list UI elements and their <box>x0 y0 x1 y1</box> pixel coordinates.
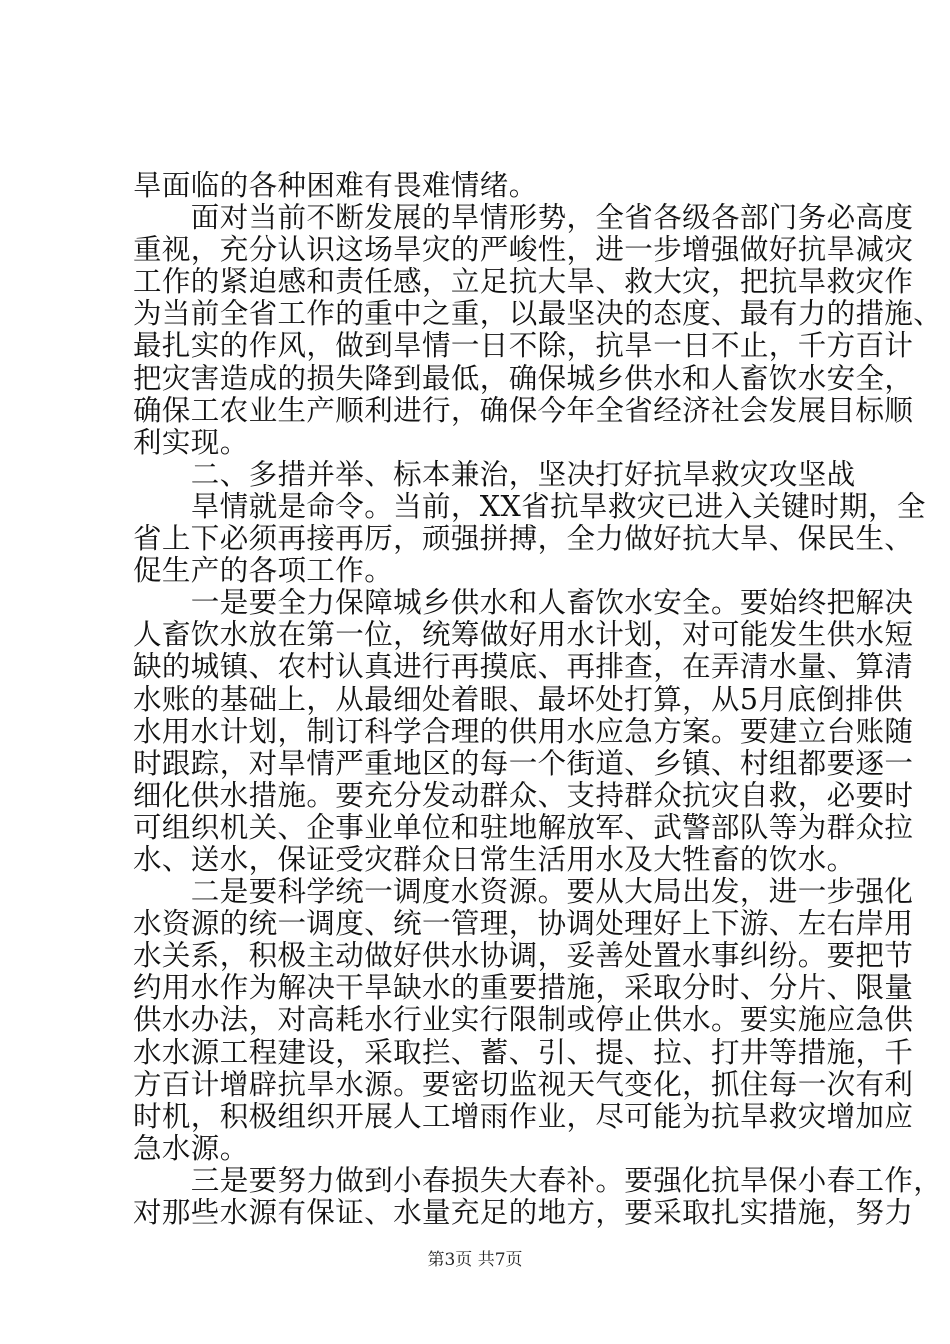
text-line: 一是要全力保障城乡供水和人畜饮水安全。要始终把解决 <box>133 586 914 620</box>
text-line: 把灾害造成的损失降到最低，确保城乡供水和人畜饮水安全， <box>133 361 914 395</box>
text-line: 水资源的统一调度、统一管理，协调处理好上下游、左右岸用 <box>133 907 914 941</box>
text-line: 工作的紧迫感和责任感，立足抗大旱、救大灾，把抗旱救灾作 <box>133 265 914 299</box>
text-line: 三是要努力做到小春损失大春补。要强化抗旱保小春工作， <box>133 1163 943 1197</box>
text-line: 时机，积极组织开展人工增雨作业，尽可能为抗旱救灾增加应 <box>133 1099 914 1133</box>
text-line: 方百计增辟抗旱水源。要密切监视天气变化，抓住每一次有利 <box>133 1067 914 1101</box>
text-line: 人畜饮水放在第一位，统筹做好用水计划，对可能发生供水短 <box>133 618 914 652</box>
page-number-footer: 第3页 共7页 <box>427 1250 523 1270</box>
text-line: 为当前全省工作的重中之重，以最坚决的态度、最有力的措施、 <box>133 297 943 331</box>
text-line: 确保工农业生产顺利进行，确保今年全省经济社会发展目标顺 <box>133 393 914 427</box>
text-line: 细化供水措施。要充分发动群众、支持群众抗灾自救，必要时 <box>133 778 914 812</box>
text-line: 约用水作为解决干旱缺水的重要措施，采取分时、分片、限量 <box>133 971 914 1005</box>
text-line: 供水办法，对高耗水行业实行限制或停止供水。要实施应急供 <box>133 1003 914 1037</box>
text-line: 二是要科学统一调度水资源。要从大局出发，进一步强化 <box>133 875 914 909</box>
text-line: 最扎实的作风，做到旱情一日不除，抗旱一日不止，千方百计 <box>133 329 914 363</box>
text-line: 对那些水源有保证、水量充足的地方，要采取扎实措施，努力 <box>133 1196 914 1229</box>
text-line: 旱面临的各种困难有畏难情绪。 <box>133 169 538 202</box>
text-line: 水、送水，保证受灾群众日常生活用水及大牲畜的饮水。 <box>133 842 856 876</box>
text-line: 促生产的各项工作。 <box>133 554 394 588</box>
text-line: 时跟踪，对旱情严重地区的每一个街道、乡镇、村组都要逐一 <box>133 746 914 780</box>
text-line: 水账的基础上，从最细处着眼、最坏处打算，从5月底倒排供 <box>133 682 903 716</box>
text-line: 缺的城镇、农村认真进行再摸底、再排查，在弄清水量、算清 <box>133 650 914 684</box>
text-line: 旱情就是命令。当前，XX省抗旱救灾已进入关键时期，全 <box>133 489 926 523</box>
text-line: 水用水计划，制订科学合理的供用水应急方案。要建立台账随 <box>133 714 914 748</box>
text-line: 水水源工程建设，采取拦、蓄、引、提、拉、打井等措施，千 <box>133 1035 914 1069</box>
text-line: 利实现。 <box>133 425 249 459</box>
text-line: 重视，充分认识这场旱灾的严峻性，进一步增强做好抗旱减灾 <box>133 233 914 267</box>
text-line: 可组织机关、企事业单位和驻地解放军、武警部队等为群众拉 <box>133 810 914 844</box>
document-body <box>133 169 943 1229</box>
text-line: 急水源。 <box>133 1131 249 1165</box>
text-line: 二、多措并举、标本兼治，坚决打好抗旱救灾攻坚战 <box>133 457 856 491</box>
text-line: 水关系，积极主动做好供水协调，妥善处置水事纠纷。要把节 <box>133 939 914 973</box>
text-line: 面对当前不断发展的旱情形势，全省各级各部门务必高度 <box>133 201 914 235</box>
text-line: 省上下必须再接再厉，顽强拼搏，全力做好抗大旱、保民生、 <box>133 522 914 556</box>
